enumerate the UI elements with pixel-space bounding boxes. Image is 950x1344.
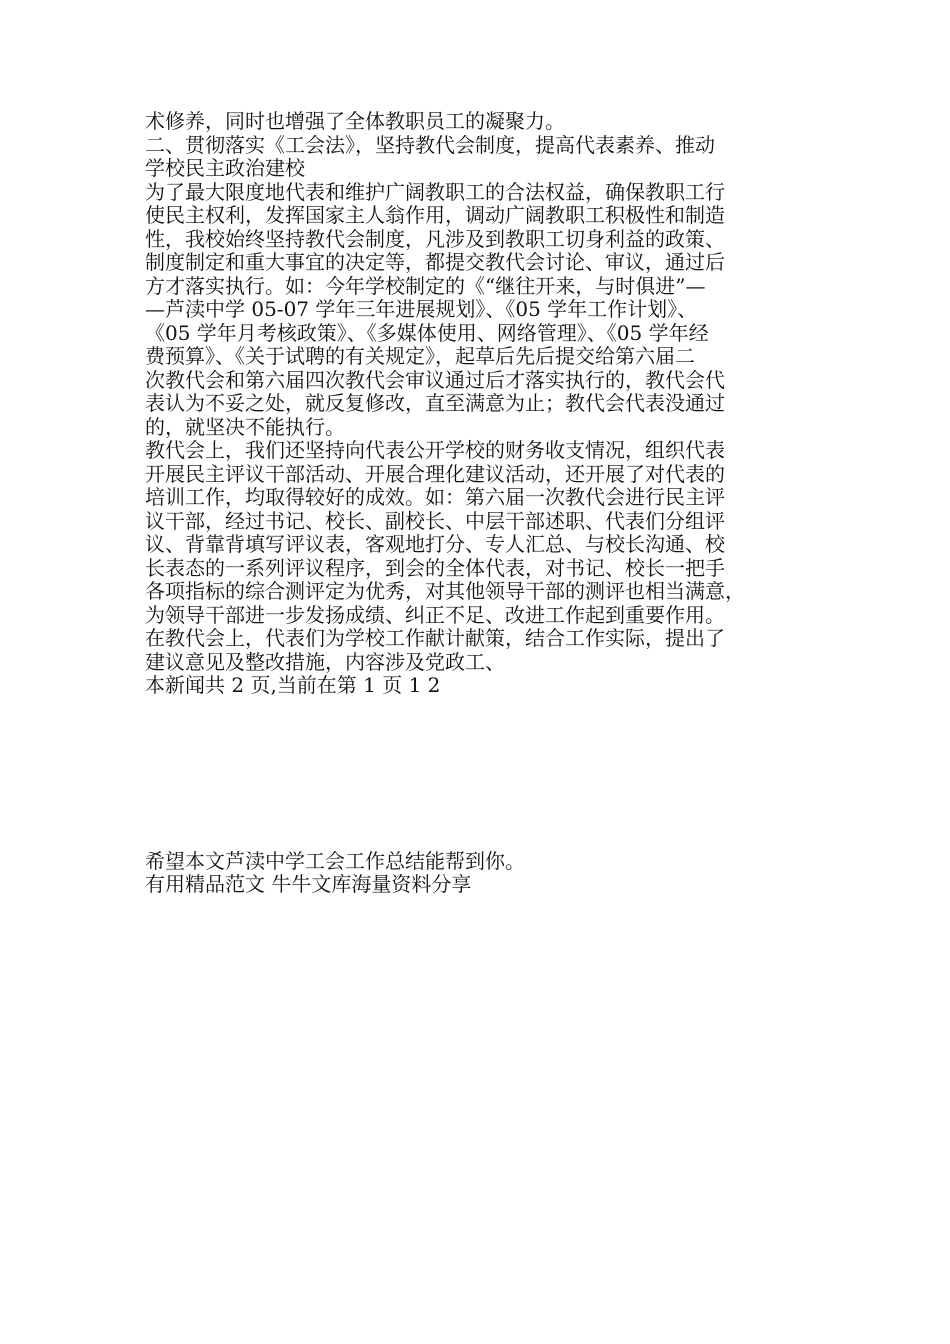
section-heading-line: 学校民主政治建校 — [145, 156, 305, 180]
text-line: 建议意见及整改措施，内容涉及党政工、 — [145, 649, 505, 674]
document-body — [145, 110, 815, 897]
text-line: 费预算》、《关于试聘的有关规定》，起草后先后提交给第六届二 — [145, 344, 695, 368]
pagination-text: 本新闻共 2 页,当前在第 1 页 1 2 — [145, 673, 441, 697]
text-line: 使民主权利，发挥国家主人翁作用，调动广阔教职工积极性和制造 — [145, 203, 725, 227]
closing-text: 希望本文芦渎中学工会工作总结能帮到你。 — [145, 848, 525, 873]
text-line: 议干部，经过书记、校长、副校长、中层干部述职、代表们分组评 — [145, 508, 725, 533]
text-line: 为了最大限度地代表和维护广阔教职工的合法权益，确保教职工行 — [145, 179, 725, 204]
footer-text: 有用精品范文 牛牛文库海量资料分享 — [145, 872, 472, 896]
text-line: 长表态的一系列评议程序，到会的全体代表，对书记、校长一把手 — [145, 555, 725, 580]
text-line: 《05 学年月考核政策》、《多媒体使用、网络管理》、《05 学年经 — [145, 320, 709, 345]
text-line: 教代会上，我们还坚持向代表公开学校的财务收支情况，组织代表 — [145, 438, 725, 462]
text-line: 的，就坚决不能执行。 — [145, 414, 345, 439]
text-line: 方才落实执行。如：今年学校制定的《“继往开来，与时俱进”— — [145, 273, 706, 298]
text-line: 制度制定和重大事宜的决定等，都提交教代会讨论、审议，通过后 — [145, 250, 725, 274]
text-line: 术修养，同时也增强了全体教职员工的凝聚力。 — [145, 109, 565, 133]
text-line: 议、背靠背填写评议表，客观地打分、专人汇总、与校长沟通、校 — [145, 532, 725, 556]
text-line: 在教代会上，代表们为学校工作献计献策，结合工作实际，提出了 — [145, 626, 725, 650]
text-line: 开展民主评议干部活动、开展合理化建议活动，还开展了对代表的 — [145, 461, 725, 486]
text-line: 次教代会和第六届四次教代会审议通过后才落实执行的，教代会代 — [145, 367, 725, 392]
blank-space — [145, 698, 815, 850]
text-line: 表认为不妥之处，就反复修改，直至满意为止；教代会代表没通过 — [145, 391, 725, 415]
text-line: 性，我校始终坚持教代会制度，凡涉及到教职工切身利益的政策、 — [145, 226, 725, 251]
text-line: 各项指标的综合测评定为优秀，对其他领导干部的测评也相当满意， — [145, 579, 745, 603]
text-line: —芦渎中学 05-07 学年三年进展规划》、《05 学年工作计划》、 — [145, 297, 698, 321]
text-line: 培训工作，均取得较好的成效。如：第六届一次教代会进行民主评 — [145, 485, 725, 509]
text-line: 为领导干部进一步发扬成绩、纠正不足、改进工作起到重要作用。 — [145, 602, 725, 627]
section-heading-line: 二、贯彻落实《工会法》，坚持教代会制度，提高代表素养、推动 — [145, 132, 715, 157]
